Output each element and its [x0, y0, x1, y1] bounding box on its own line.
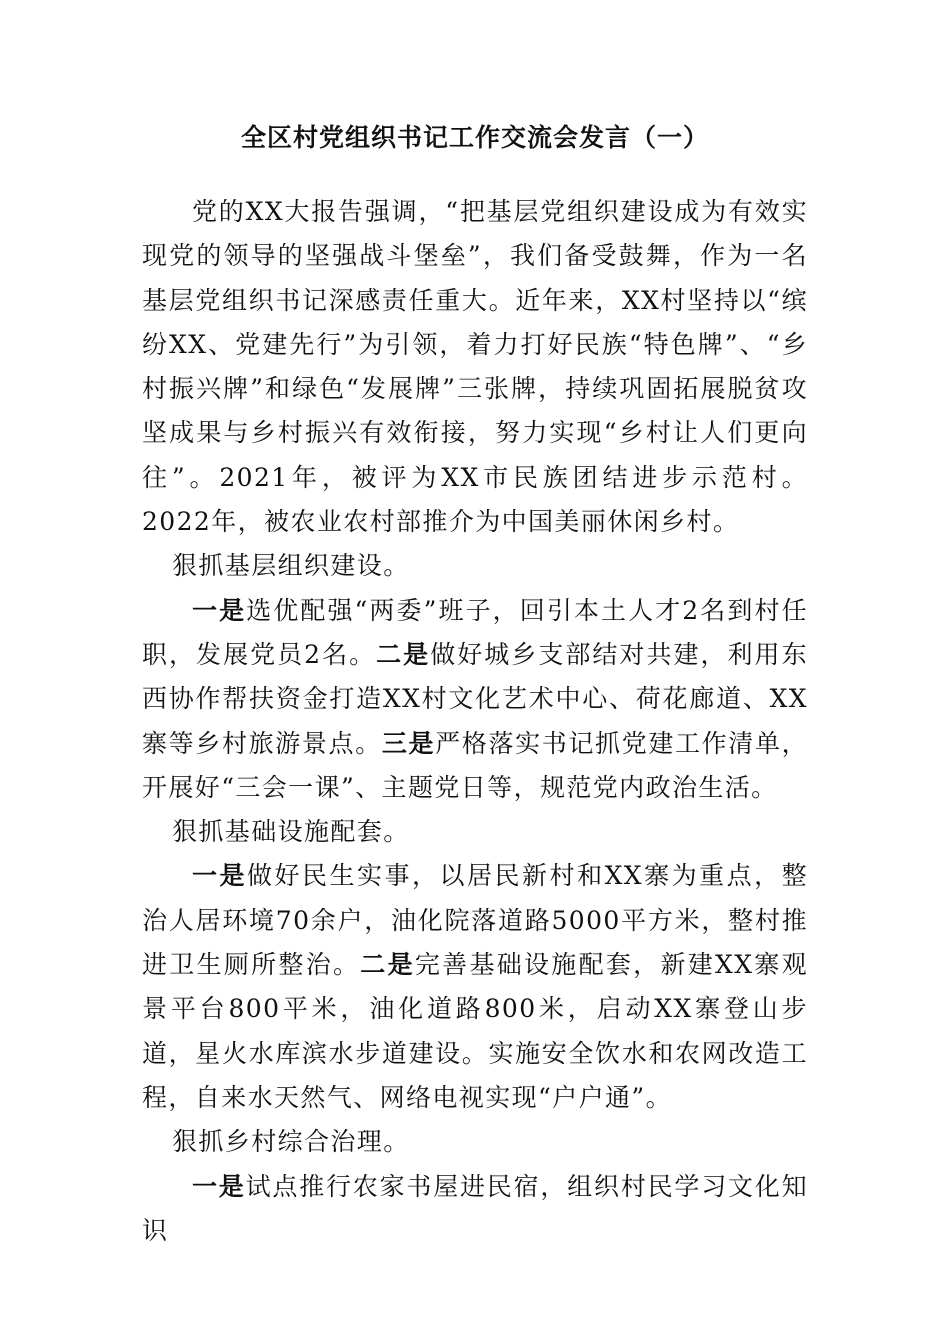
- item-text: 做好城乡支部结对共建，利用东西协作帮扶资金打造XX村文化艺术中心、荷花廊道、XX寨等乡村旅游景点。: [142, 639, 808, 758]
- document-title: 全区村党组织书记工作交流会发言（一）: [240, 123, 709, 152]
- item-text: 选优配强“两委”班子，回引本土人才2名到村任职，发展党员2名。: [142, 595, 808, 669]
- lead-marker-first: 一是: [192, 861, 248, 891]
- item-text: 严格落实书记抓党建工作清单，开展好“三会一课”、主题党日等，规范党内政治生活。: [142, 728, 808, 802]
- lead-marker-second: 二是: [376, 639, 431, 669]
- section-heading-organization: 狠抓基层组织建设。: [172, 551, 410, 581]
- section-paragraph-infrastructure: [142, 854, 808, 1120]
- lead-marker-first: 一是: [192, 595, 247, 625]
- item-text: 做好民生实事，以居民新村和XX寨为重点，整治人居环境70余户，油化院落道路5000平方米，整村推进卫生厕所整治。: [142, 861, 808, 980]
- document-body: [142, 190, 808, 1253]
- section-paragraph-organization: [142, 589, 808, 810]
- section-heading-infrastructure: 狠抓基础设施配套。: [172, 817, 410, 847]
- intro-paragraph: 党的XX大报告强调，“把基层党组织建设成为有效实现党的领导的坚强战斗堡垒”，我们备受鼓舞，作为一名基层党组织书记深感责任重大。近年来，XX村坚持以“缤纷XX、党建先行”为引领，着力打好民族“特色牌”、“乡村振兴牌”和绿色“发展牌”三张牌，持续巩固拓展脱贫攻坚成果与乡村振兴有效衔接，努力实现“乡村让人们更向往”。2021年，被评为XX市民族团结进步示范村。2022年，被农业农村部推介为中国美丽休闲乡村。: [142, 197, 808, 537]
- section-paragraph-governance: [142, 1165, 808, 1254]
- lead-marker-second: 二是: [360, 950, 415, 980]
- lead-marker-first: 一是: [192, 1171, 246, 1201]
- section-heading-governance: 狠抓乡村综合治理。: [172, 1127, 410, 1157]
- item-text: 完善基础设施配套，新建XX寨观景平台800平米，油化道路800米，启动XX寨登山步道，星火水库滨水步道建设。实施安全饮水和农网改造工程，自来水天然气、网络电视实现“户户通”。: [142, 950, 808, 1112]
- lead-marker-third: 三是: [381, 728, 436, 758]
- item-text: 试点推行农家书屋进民宿，组织村民学习文化知识: [142, 1171, 808, 1245]
